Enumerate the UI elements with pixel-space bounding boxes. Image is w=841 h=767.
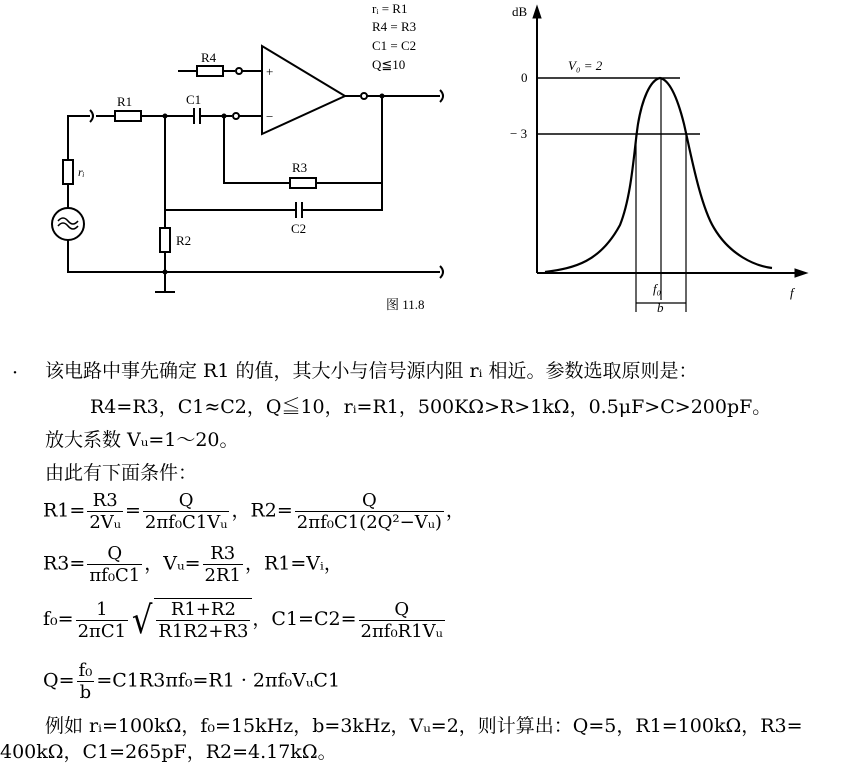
circuit-diagram [52,46,443,292]
y-unit-label: dB [512,4,528,19]
paragraph-3: 放大系数 Vᵤ=1～20。 [45,429,239,451]
label-R2: R2 [176,233,192,248]
label-plus: + [266,64,274,79]
bullet-mark: · [12,362,19,384]
example-line-2: 400kΩ，C1=265pF，R2=4.17kΩ。 [0,741,337,763]
paragraph-4: 由此有下面条件： [45,462,198,484]
sqrt-radical: √ $\frac{R1+R2}{R1R2+R3}$ [130,598,252,642]
label-R1: R1 [117,94,133,109]
resistor-R1 [115,111,141,121]
vu-annotation: V₀ = 2 [568,58,603,73]
ac-source-icon [52,208,84,240]
x-axis-label: f [790,285,794,300]
y-tick-minus3: − 3 [510,126,528,141]
resistor-ri [63,160,73,184]
resistor-R2 [160,228,170,252]
formula-4: Q= $\frac{\text{f₀}}{b}$ =C1R3πf₀=R1 · 2πf₀VᵤC1 [43,660,341,703]
label-R3: R3 [292,160,308,175]
cond-1: rᵢ = R1 [372,1,408,16]
response-curve [545,78,772,272]
label-C2: C2 [291,221,307,236]
opamp-triangle [262,46,345,134]
paragraph-2: R4=R3，C1≈C2，Q≦10，rᵢ=R1，500KΩ>R>1kΩ，0.5μF>C>200pF。 [90,396,772,418]
y-tick-0: 0 [521,70,528,85]
example-line-1: 例如 rᵢ=100kΩ，f₀=15kHz，b=3kHz，Vᵤ=2，则计算出：Q=5，R1=100kΩ，R3= [45,715,803,737]
label-R4: R4 [201,50,217,65]
cond-3: C1 = C2 [372,38,417,53]
cond-2: R4 = R3 [372,19,417,34]
bandwidth-label: b [657,300,664,315]
frequency-response-graph [533,6,807,312]
formula-3: f₀= $\frac{1}{2\pi C1}$ √ $\frac{R1+R2}{R1R2+R3}$ ，C1=C2= $\frac{Q}{\text{2πf₀R1Vᵤ}}$ [43,598,443,642]
resistor-R4 [197,66,223,76]
label-C1: C1 [186,92,202,107]
resistor-R3 [290,178,316,188]
figure-caption: 图 11.8 [386,297,425,312]
paragraph-1: 该电路中事先确定 R1 的值，其大小与信号源内阻 rᵢ 相近。参数选取原则是： [45,360,698,382]
formula-1: R1= $\frac{R3}{\text{2Vᵤ}}$ = $\frac{Q}{\text{2πf₀C1Vᵤ}}$ ，R2= $\frac{Q}{\text{2πf₀C1(2Q²−Vᵤ)}}$ ， [43,490,465,533]
formula-2: R3= $\frac{Q}{\text{πf₀C1}}$ ，Vᵤ= $\frac{R3}{2R1}$ ，R1=Vᵢ， [43,543,343,586]
label-minus: − [266,109,274,124]
f0-label: f₀ [653,281,662,296]
label-ri: rᵢ [78,165,85,179]
cond-4: Q≦10 [372,57,406,72]
figure-11-8 [0,0,841,330]
